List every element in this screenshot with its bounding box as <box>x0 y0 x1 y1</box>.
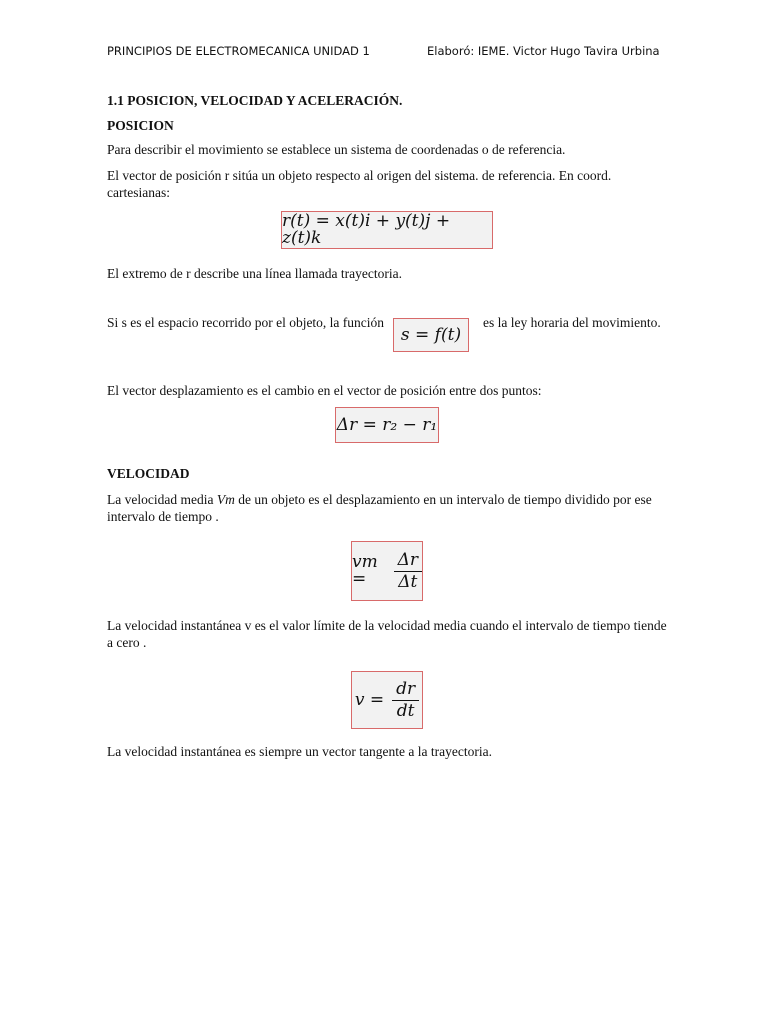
paragraph-posicion-1: Para describir el movimiento se establece un sistema de coordenadas o de referencia. <box>107 142 566 157</box>
mean-velocity-denominator: Δt <box>398 571 418 592</box>
paragraph-desplazamiento: El vector desplazamiento es el cambio en el vector de posición entre dos puntos: <box>107 383 542 398</box>
header-author: Elaboró: IEME. Victor Hugo Tavira Urbina <box>427 44 660 58</box>
equation-displacement-row <box>107 407 667 443</box>
equation-position-vector <box>281 211 493 249</box>
section-title: 1.1 POSICION, VELOCIDAD Y ACELERACIÓN. <box>107 93 403 108</box>
paragraph-ley-horaria <box>107 314 667 350</box>
paragraph-trayectoria: El extremo de r describe una línea llamada trayectoria. <box>107 266 402 281</box>
mean-velocity-numerator: Δr <box>394 552 422 572</box>
velocidad-media-text-b: de un objeto es el desplazamiento en un intervalo de tiempo dividido por ese intervalo de tiempo . <box>107 492 652 524</box>
mean-velocity-fraction <box>394 549 422 592</box>
equation-ley-horaria <box>393 318 469 352</box>
paragraph-velocidad-media <box>107 491 667 525</box>
equation-instant-velocity-row <box>107 671 667 729</box>
instant-velocity-numerator: dr <box>392 681 419 701</box>
equation-mean-velocity <box>351 541 423 601</box>
instant-velocity-fraction <box>392 678 419 721</box>
document-body <box>107 92 667 760</box>
equation-displacement <box>335 407 439 443</box>
equation-position-vector-row <box>107 211 667 249</box>
equation-position-vector-text: r(t) = x(t)i + y(t)j + z(t)k <box>282 211 451 248</box>
paragraph-posicion-2: El vector de posición r sitúa un objeto respecto al origen del sistema. de referencia. En coord. cartesianas: <box>107 168 612 200</box>
velocidad-media-symbol: Vm <box>216 492 235 507</box>
heading-posicion: POSICION <box>107 118 174 133</box>
paragraph-tangente: La velocidad instantánea es siempre un vector tangente a la trayectoria. <box>107 744 492 759</box>
paragraph-velocidad-instantanea: La velocidad instantánea v es el valor límite de la velocidad media cuando el intervalo de tiempo tiende a cero . <box>107 618 667 650</box>
equation-mean-velocity-row <box>107 541 667 601</box>
ley-horaria-text-b: es la ley horaria del movimiento. <box>483 315 661 330</box>
ley-horaria-text-a: Si s es el espacio recorrido por el objeto, la función <box>107 315 385 330</box>
mean-velocity-lhs: vm = <box>352 552 378 589</box>
equation-displacement-text: Δr = r₂ − r₁ <box>336 414 438 435</box>
equation-ley-horaria-text: s = f(t) <box>400 324 462 345</box>
instant-velocity-denominator: dt <box>396 700 415 721</box>
equation-instant-velocity <box>351 671 423 729</box>
velocidad-media-text-a: La velocidad media <box>107 492 217 507</box>
heading-velocidad: VELOCIDAD <box>107 466 190 481</box>
header-course-title: PRINCIPIOS DE ELECTROMECANICA UNIDAD 1 <box>107 44 370 58</box>
instant-velocity-lhs: v = <box>354 689 385 710</box>
